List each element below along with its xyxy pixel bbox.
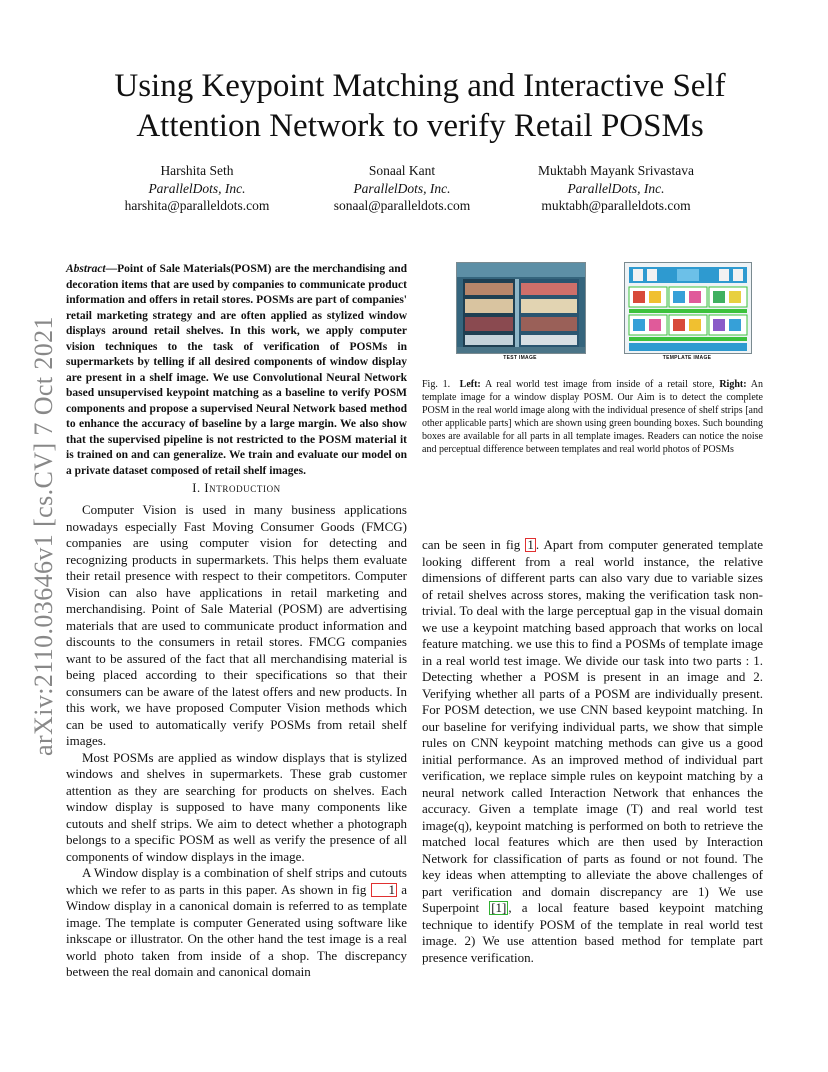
- caption-left-text: A real world test image from inside of a retail store,: [480, 379, 720, 390]
- caption-right-label: Right:: [719, 379, 747, 390]
- author-affiliation: ParallelDots, Inc.: [353, 180, 451, 196]
- author-email: harshita@paralleldots.com: [124, 198, 270, 213]
- section-heading: I. Introduction: [192, 481, 281, 495]
- figure-1: [452, 262, 762, 364]
- figure-caption: [422, 378, 763, 456]
- test-image-label: TEST IMAGE: [503, 355, 537, 361]
- caption-right-text: An template image for a window display POSM. Our Aim is to detect the complete POSM in the real world image along with the individual presence of shelf strips [and other applicable parts] which are shown using green bounding boxes. Such bounding boxes are available for all parts in all template images. Readers can notice the noise and perceptual difference between templates and real world photos of POSMs: [422, 379, 764, 455]
- author-affiliation: ParallelDots, Inc.: [148, 180, 246, 196]
- figure-reference-link[interactable]: 1: [371, 883, 398, 897]
- author-block: [110, 162, 284, 215]
- test-image-photo: [457, 263, 585, 353]
- paragraph-text: can be seen in fig: [422, 537, 526, 552]
- figure-reference-link[interactable]: 1: [527, 537, 534, 552]
- left-column: [66, 502, 407, 981]
- author-name: Harshita Seth: [160, 163, 234, 178]
- author-name: Sonaal Kant: [368, 163, 436, 178]
- citation-link[interactable]: [1]: [491, 900, 507, 915]
- paragraph: Most POSMs are applied as window displays that is stylized windows and shelves in supermarkets. These grab customer attention as they are searching for products on shelves. Each window display is supposed to have many components like cutouts and shelf strips. We aim to detect whether a photograph belongs to a specific POSM as well as verify the presence of all components of window displays in the image.: [66, 749, 407, 864]
- paragraph: [66, 865, 407, 981]
- template-image-label: TEMPLATE IMAGE: [662, 355, 712, 361]
- right-column: [422, 537, 763, 966]
- paragraph-text: a Window display in a canonical domain is referred to as template image. The template is computer Generated using software like inkscape or illustrator. On the other hand the test image is a real world photo taken from inside of a shop. The discrepancy between the real domain and canonical domain: [66, 881, 407, 979]
- author-block: [514, 162, 718, 215]
- template-image: [624, 262, 752, 354]
- abstract-text: —Point of Sale Materials(POSM) are the merchandising and decoration items that are used by companies to communicate product information and offers in retail stores. POSMs are part of companies' retail marketing strategy and are often applied as stylized window displays around retail shelves. In this work, we apply computer vision techniques to the task of verification of POSMs in supermarkets by telling if all desired components of window display are present in a shelf image. We use Convolutional Neural Network based unsupervised keypoint matching as a baseline to verify POSM components and propose a supervised Neural Network based method to enhance the accuracy of baseline by a large margin. We also show that the supervised pipeline is not restricted to the POSM material it is trained on and can generalize. We train and evaluate our model on a private dataset composed of retail shelf images.: [66, 263, 407, 477]
- paper-title: Using Keypoint Matching and Interactive Self Attention Network to verify Retail POSMs: [114, 68, 726, 144]
- paragraph-text: . Apart from computer generated template looking different from a real world instance, the relative dimensions of different parts can also vary due to variable sizes of retail shelves across stores, making the verification task non-trivial. To deal with the large perceptual gap in the visual domain we use a keypoint matching based approach that works on local feature matching. we use this to find a POSMs of template image in a real world test image. We divide our task into two parts : 1. Detecting whether a POSM is present in an image and 2. Verifying whether all parts of a POSM are individually present. For POSM detection, we use CNN based keypoint matching. In our baseline for verifying individual parts, we show that simple rules on CNN keypoint matching methods can give us a good initial performance. As an improved method of individual part verification, we replace simple rules on keypoint matching by a neural network called Interaction Network that enhances the accuracy. Given a template image (T) and real world test image(q), keypoint matching is performed on both to retrieve the matched local features which are then used by Interaction Network for classification of parts as found or not found. The key ideas when attempting to alleviate the above challenges of part verification and domain discrepancy are 1) We use Superpoint: [422, 537, 763, 915]
- test-image: [456, 262, 586, 354]
- author-block: [316, 162, 488, 215]
- author-email: sonaal@paralleldots.com: [333, 198, 471, 213]
- caption-prefix: Fig. 1.: [422, 379, 451, 390]
- template-image-graphic: [625, 263, 751, 353]
- paragraph-text: , a local feature based keypoint matching technique to identify POSM of the template in real world test image. 2) We use attention based method for template part presence verification.: [422, 900, 763, 965]
- author-name: Muktabh Mayank Srivastava: [538, 163, 694, 178]
- arxiv-identifier: arXiv:2110.03646v1 [cs.CV] 7 Oct 2021: [29, 316, 58, 756]
- paragraph: [422, 537, 763, 966]
- paragraph-text: A Window display is a combination of shelf strips and cutouts which we refer to as parts in this paper. As shown in fig: [66, 865, 407, 897]
- abstract-label: Abstract: [66, 263, 106, 275]
- author-email: muktabh@paralleldots.com: [541, 198, 691, 213]
- author-affiliation: ParallelDots, Inc.: [567, 180, 665, 196]
- caption-left-label: Left:: [459, 379, 481, 390]
- abstract: [66, 262, 407, 479]
- paragraph: Computer Vision is used in many business applications nowadays especially Fast Moving Consumer Goods (FMCG) companies are using computer vision for detecting and recognizing products in supermarkets. This helps them evaluate their retail presence with respect to their competitors. Computer Vision can also have applications in retail marketing and merchandising. Point of Sale Material (POSM) are advertising materials that are used to communicate product information and discounts to the consumers in retail stores. FMCG companies want to be assured of the fact that all merchandising material is being placed according to their specifications so that their consumers can be aware of the latest offers and new products. In this work, we have proposed Computer Vision methods which can be used to automatically verify POSMs from retail shelf images.: [66, 502, 407, 748]
